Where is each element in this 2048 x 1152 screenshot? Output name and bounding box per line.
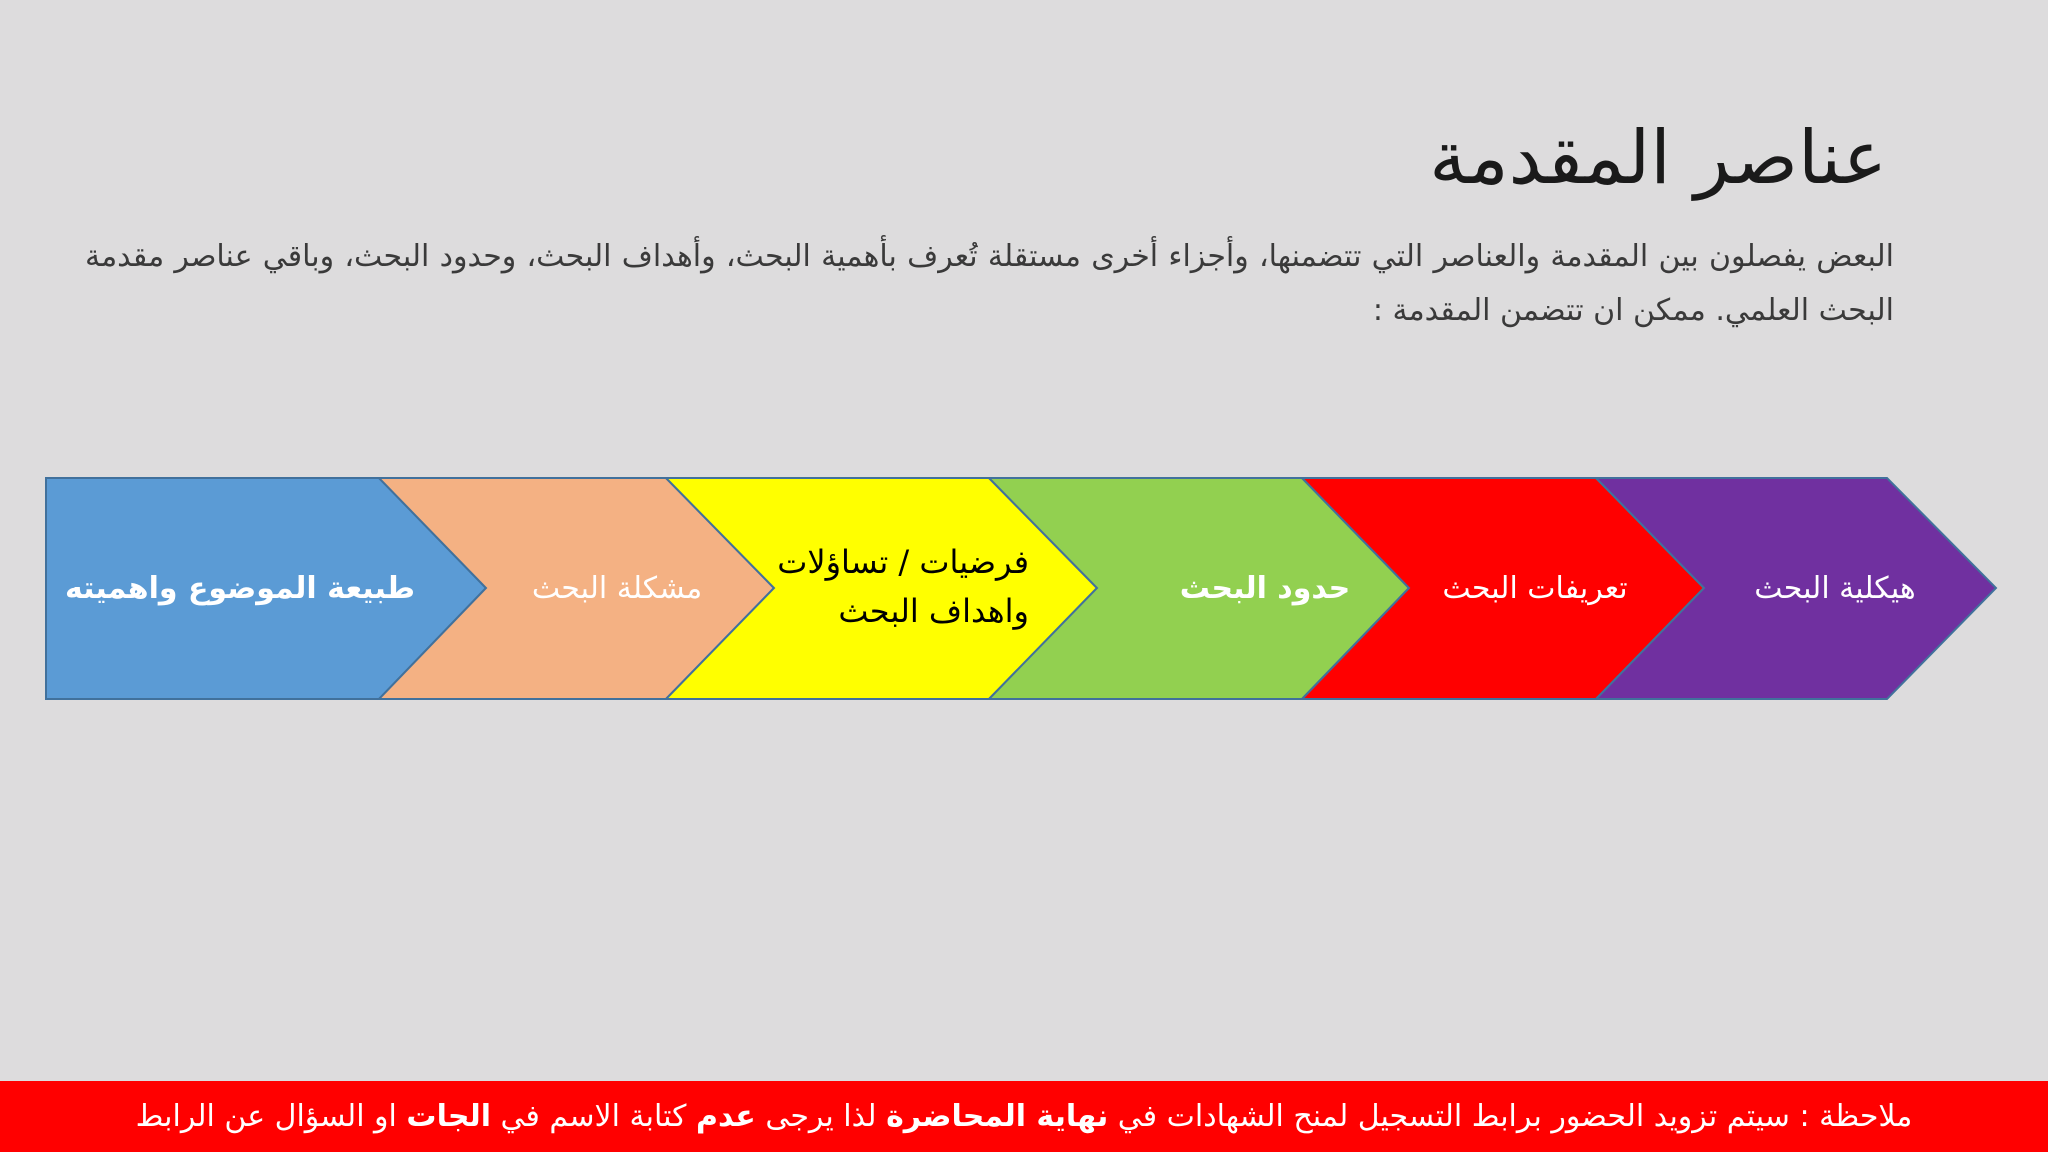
slide-title: عناصر المقدمة xyxy=(1429,115,1887,201)
chevron-label-line: واهداف البحث xyxy=(838,592,1029,630)
chevron-label-research-problem: مشكلة البحث xyxy=(531,571,703,606)
attendance-note-banner xyxy=(0,1081,2048,1152)
chevron-label-research-structure: هيكلية البحث xyxy=(1754,571,1916,606)
note-text: ملاحظة : سيتم تزويد الحضور برابط التسجيل لمنح الشهادات في xyxy=(1108,1099,1913,1134)
note-emphasis: عدم xyxy=(695,1099,756,1134)
note-emphasis: نهاية المحاضرة xyxy=(886,1099,1109,1134)
note-emphasis: الجات xyxy=(406,1099,492,1134)
chevron-label-topic-nature: طبيعة الموضوع واهميته xyxy=(64,571,416,606)
chevron-label-hypotheses-objectives xyxy=(730,538,1029,636)
note-text: كتابة الاسم في xyxy=(491,1099,696,1134)
note-text: لذا يرجى xyxy=(755,1099,887,1134)
note-text: او السؤال عن الرابط xyxy=(135,1099,407,1134)
chevron-label-research-limits: حدود البحث xyxy=(1179,571,1351,606)
chevron-label-research-definitions: تعريفات البحث xyxy=(1442,571,1628,606)
chevron-label-line: فرضيات / تساؤلات xyxy=(777,543,1029,581)
intro-paragraph: البعض يفصلون بين المقدمة والعناصر التي تتضمنها، وأجزاء أخرى مستقلة تُعرف بأهمية البحث، وأهداف البحث، وحدود البحث، وباقي عناصر مقدمة البحث العلمي. ممكن ان تتضمن المقدمة : xyxy=(85,239,1894,328)
